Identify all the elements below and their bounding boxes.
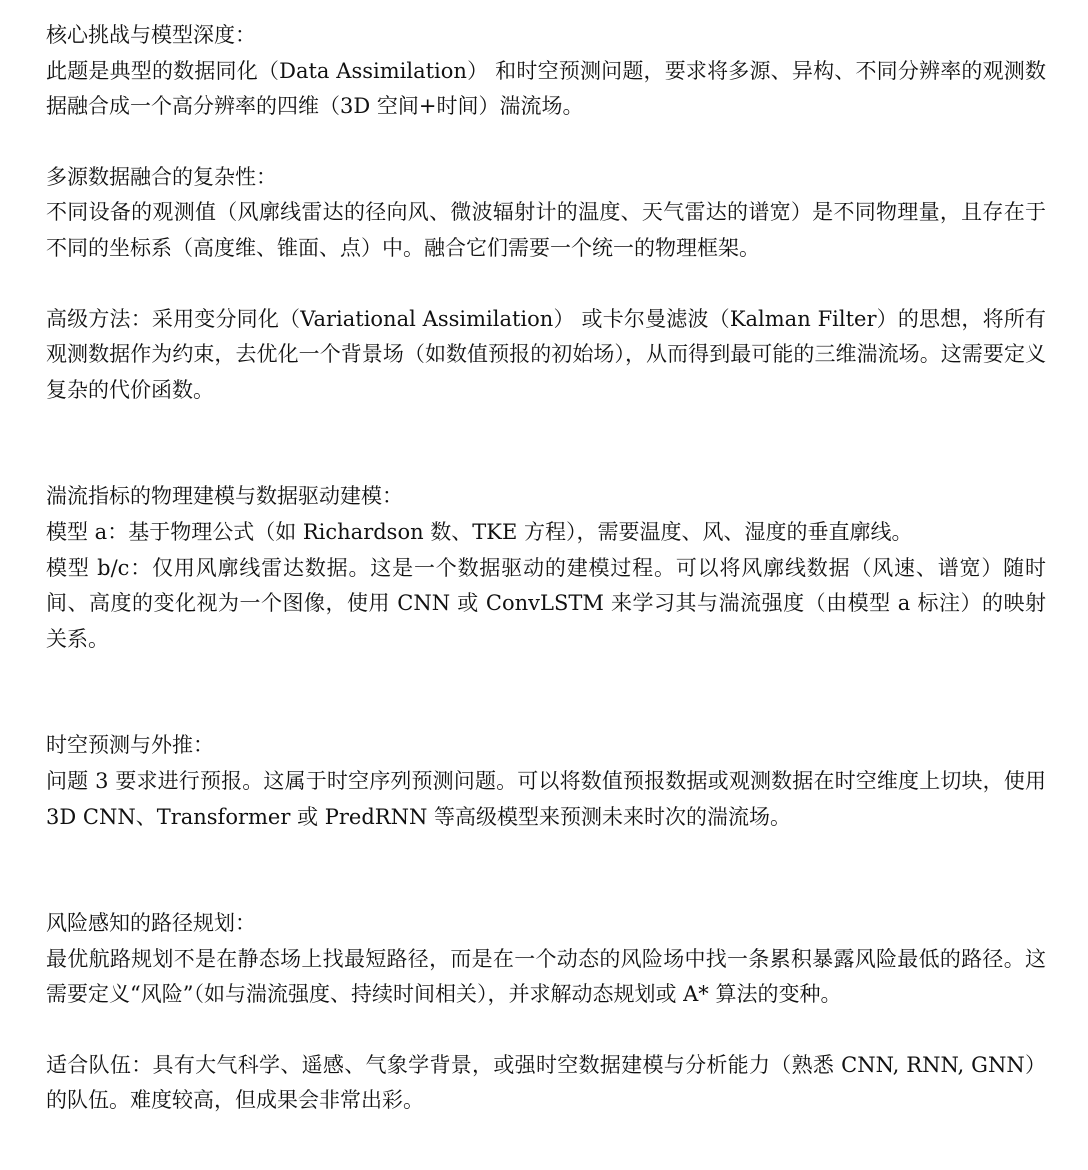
section-body: 问题 3 要求进行预报。这属于时空序列预测问题。可以将数值预报数据或观测数据在时空维度上切块，使用 3D CNN、Transformer 或 PredRNN 等高级模型来预测未来时次的湍流场。 — [46, 768, 1046, 829]
section-advanced-method — [46, 302, 1046, 409]
section-suitable-team — [46, 1048, 1046, 1119]
section-path-planning — [46, 906, 1046, 1013]
section-core-challenge — [46, 18, 1046, 125]
section-heading: 核心挑战与模型深度： — [46, 23, 256, 47]
model-a-line: 模型 a：基于物理公式（如 Richardson 数、TKE 方程），需要温度、风、湿度的垂直廓线。 — [46, 519, 913, 544]
section-heading: 多源数据融合的复杂性： — [46, 164, 277, 189]
section-spatiotemporal-forecast — [46, 728, 1046, 835]
section-body: 不同设备的观测值（风廓线雷达的径向风、微波辐射计的温度、天气雷达的谱宽）是不同物理量，且存在于不同的坐标系（高度维、锥面、点）中。融合它们需要一个统一的物理框架。 — [46, 200, 1046, 260]
section-body: 此题是典型的数据同化（Data Assimilation） 和时空预测问题，要求将多源、异构、不同分辨率的观测数据融合成一个高分辨率的四维（3D 空间+时间）湍流场。 — [46, 58, 1046, 119]
section-body: 高级方法：采用变分同化（Variational Assimilation） 或卡尔曼滤波（Kalman Filter）的思想，将所有观测数据作为约束，去优化一个背景场（如数值预报的初始场），从而得到最可能的三维湍流场。这需要定义复杂的代价函数。 — [46, 306, 1046, 402]
model-bc-line: 模型 b/c：仅用风廓线雷达数据。这是一个数据驱动的建模过程。可以将风廓线数据（风速、谱宽）随时间、高度的变化视为一个图像，使用 CNN 或 ConvLSTM 来学习其与湍流强度（由模型 a 标注）的映射关系。 — [46, 555, 1046, 651]
section-body: 适合队伍：具有大气科学、遥感、气象学背景，或强时空数据建模与分析能力（熟悉 CNN, RNN, GNN）的队伍。难度较高，但成果会非常出彩。 — [46, 1052, 1046, 1113]
section-heading: 湍流指标的物理建模与数据驱动建模： — [46, 484, 403, 509]
document — [46, 18, 1046, 1119]
section-turbulence-modeling — [46, 479, 1046, 657]
section-data-fusion — [46, 160, 1046, 267]
section-body: 最优航路规划不是在静态场上找最短路径，而是在一个动态的风险场中找一条累积暴露风险最低的路径。这需要定义“风险”（如与湍流强度、持续时间相关），并求解动态规划或 A* 算法的变种。 — [46, 946, 1046, 1007]
section-heading: 时空预测与外推： — [46, 733, 214, 758]
section-heading: 风险感知的路径规划： — [46, 911, 256, 936]
